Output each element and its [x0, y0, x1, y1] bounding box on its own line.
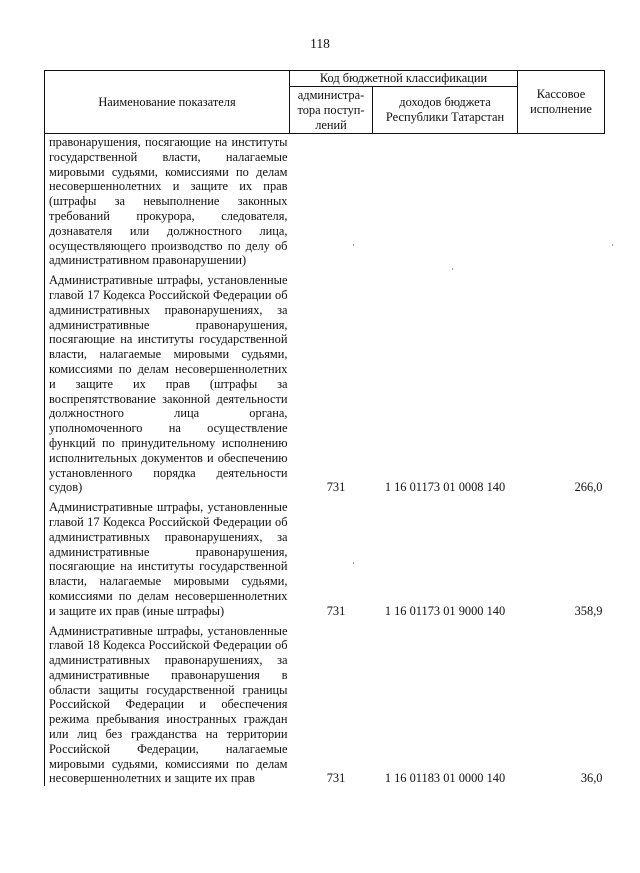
indicator-name-cell: Административные штрафы, установленные главой 18 Кодекса Российской Федерации об административных правонарушениях, за административные правонарушения в области защиты государственной границы Российской Федерации и обеспечения режима пребывания иностранных граждан или лиц без гражданства на территории Российской Федерации, налагаемые мировыми судьями, комиссиями по делам несовершеннолетних и защите их прав [45, 619, 290, 787]
revenue-code-cell: 1 16 01183 01 0000 140 [384, 771, 506, 786]
page-number: 118 [310, 36, 330, 51]
indicator-name-cell: правонарушения, посягающие на институты государственной власти, налагаемые мировыми судьями, комиссиями по делам несовершеннолетних и защите их прав (штрафы за невыполнение законных требований прокурора, следователя, дознавателя или должностного лица, осуществляющего производство по делу об административном правонарушении) [45, 134, 290, 269]
table-header [45, 71, 605, 134]
header-revenue-administrator: администра-тора поступ-лений [290, 87, 373, 134]
table-body [45, 134, 605, 787]
header-classification-code: Код бюджетной классификации [290, 71, 518, 87]
revenue-code-cell: 1 16 01173 01 0008 140 [384, 480, 506, 495]
header-cash-execution: Кассовое исполнение [518, 71, 605, 134]
header-budget-revenue-code: доходов бюджета Республики Татарстан [373, 87, 518, 134]
scan-speck [353, 562, 354, 564]
administrator-code-cell: 731 [326, 771, 346, 786]
table-row [45, 134, 605, 269]
header-indicator-name: Наименование показателя [45, 71, 290, 134]
table-row [45, 268, 605, 495]
cash-execution-cell [518, 134, 605, 269]
cash-execution-cell: 358,9 [574, 603, 603, 618]
administrator-code-cell: 731 [326, 603, 346, 618]
budget-table [44, 70, 605, 786]
administrator-code-cell: 731 [326, 480, 346, 495]
indicator-name-cell: Административные штрафы, установленные главой 17 Кодекса Российской Федерации об административных правонарушениях, за административные правонарушения, посягающие на институты государственной власти, налагаемые мировыми судьями, комиссиями по делам несовершеннолетних и защите их прав (иные штрафы) [45, 495, 290, 618]
indicator-name-cell: Административные штрафы, установленные главой 17 Кодекса Российской Федерации об административных правонарушениях, за административные правонарушения, посягающие на институты государственной власти, налагаемые мировыми судьями, комиссиями по делам несовершеннолетних и защите их прав (штрафы за воспрепятствование законной деятельности должностного лица органа, уполномоченного на осуществление функций по принудительному исполнению исполнительных документов и обеспечению установленного порядка деятельности судов) [45, 268, 290, 495]
revenue-code-cell [373, 134, 518, 269]
administrator-code-cell [290, 134, 373, 269]
cash-execution-cell: 36,0 [580, 771, 603, 786]
cash-execution-cell: 266,0 [574, 480, 603, 495]
scan-speck [353, 244, 354, 246]
table-row [45, 495, 605, 618]
scan-speck [452, 268, 453, 270]
revenue-code-cell: 1 16 01173 01 9000 140 [384, 603, 506, 618]
table-row [45, 619, 605, 787]
scan-speck [612, 244, 613, 246]
